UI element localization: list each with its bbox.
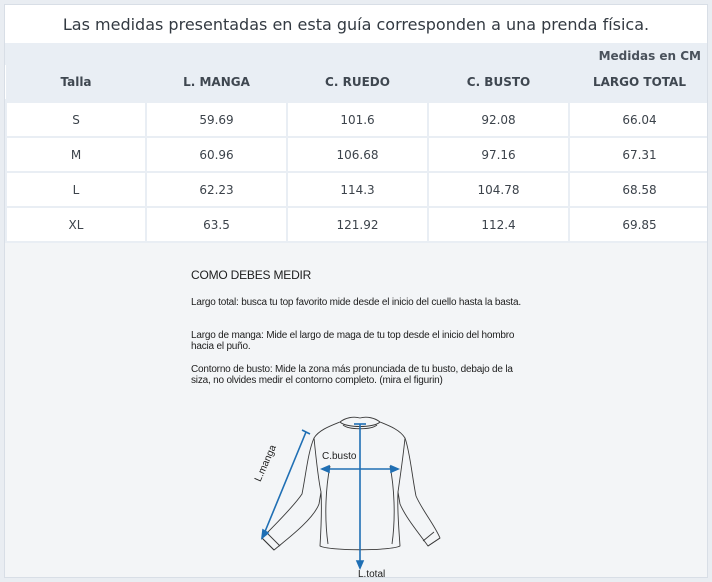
table-cell: 106.68 — [287, 137, 428, 172]
table-cell: 60.96 — [146, 137, 287, 172]
figure-label-sleeve: L.manga — [253, 443, 279, 484]
measuring-guide-area — [5, 243, 708, 578]
table-row — [6, 101, 708, 137]
guide-paragraph-largo-manga: Largo de manga: Mide el largo de maga de tu top desde el inicio del hombro hacia el puño. — [191, 330, 515, 352]
column-header-largo-total: LARGO TOTAL — [569, 65, 708, 101]
table-cell: 92.08 — [428, 101, 569, 137]
guide-paragraph-contorno-busto: Contorno de busto: Mide la zona más pronunciada de tu busto, debajo de la siza, no olvides medir el contorno completo. (mira el figurin) — [191, 364, 513, 386]
column-header-l-manga: L. MANGA — [146, 65, 287, 101]
table-cell: 63.5 — [146, 207, 287, 242]
table-row — [6, 137, 708, 172]
table-cell: 112.4 — [428, 207, 569, 242]
table-cell: 59.69 — [146, 101, 287, 137]
table-cell: M — [6, 137, 146, 172]
units-bar — [5, 43, 707, 65]
garment-figure — [250, 406, 450, 578]
column-header-talla: Talla — [6, 65, 146, 101]
table-row — [6, 207, 708, 242]
size-guide-frame — [4, 4, 708, 578]
table-cell: 121.92 — [287, 207, 428, 242]
figure-label-bust: C.busto — [322, 451, 357, 462]
measuring-guide-card — [155, 251, 555, 578]
table-cell: L — [6, 172, 146, 207]
table-cell: 101.6 — [287, 101, 428, 137]
guide-title: Las medidas presentadas en esta guía corresponden a una prenda física. — [62, 14, 650, 34]
units-label: Medidas en CM — [598, 49, 701, 63]
table-cell: S — [6, 101, 146, 137]
table-cell: 114.3 — [287, 172, 428, 207]
table-cell: XL — [6, 207, 146, 242]
table-cell: 68.58 — [569, 172, 708, 207]
long-sleeve-top-illustration — [250, 406, 450, 578]
guide-heading: COMO DEBES MEDIR — [191, 268, 312, 282]
size-table — [5, 65, 708, 243]
table-cell: 97.16 — [428, 137, 569, 172]
table-cell: 66.04 — [569, 101, 708, 137]
column-header-c-ruedo: C. RUEDO — [287, 65, 428, 101]
guide-paragraph-largo-total: Largo total: busca tu top favorito mide desde el inicio del cuello hasta la basta. — [191, 297, 521, 308]
figure-label-total: L.total — [358, 569, 386, 578]
table-cell: 67.31 — [569, 137, 708, 172]
table-header-row — [6, 65, 708, 101]
table-cell: 69.85 — [569, 207, 708, 242]
table-row — [6, 172, 708, 207]
table-cell: 62.23 — [146, 172, 287, 207]
table-cell: 104.78 — [428, 172, 569, 207]
column-header-c-busto: C. BUSTO — [428, 65, 569, 101]
